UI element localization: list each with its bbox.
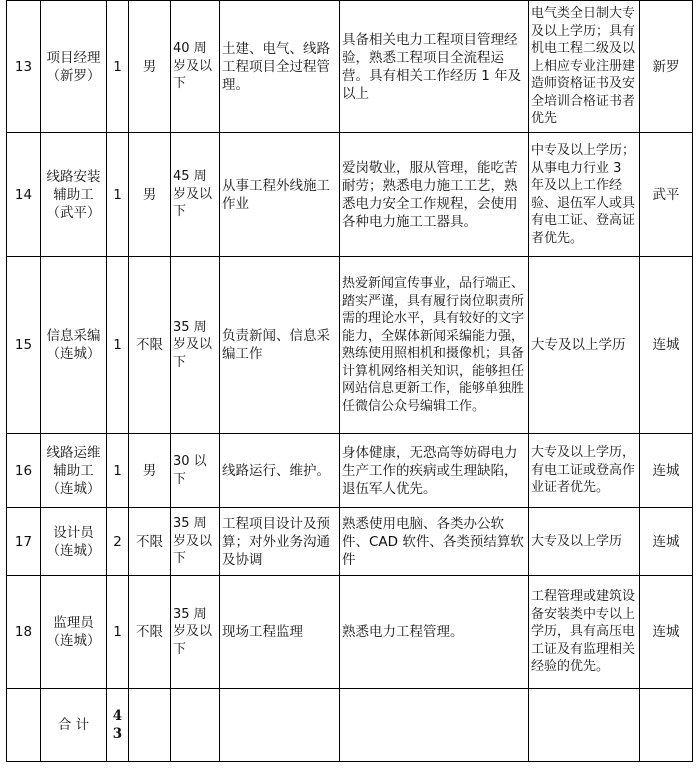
row-number: 17 [7,508,41,576]
total-empty-cell [340,689,529,762]
row-number: 16 [7,434,41,508]
job-duties: 负责新闻、信息采编工作 [220,257,340,434]
job-requirements: 身体健康，无恐高等妨碍电力生产工作的疾病或生理缺陷，退伍军人优先。 [340,434,529,508]
total-row [7,689,693,762]
position-name: 监理员（连城） [41,576,107,689]
job-requirements: 具备相关电力工程项目管理经验，熟悉工程项目全流程运营。具有相关工作经历 1 年及以上 [340,1,529,133]
gender: 不限 [129,576,171,689]
qualifications: 工程管理或建筑设备安装类中专以上学历，具有高压电工证及有监理相关经验的优先。 [529,576,640,689]
total-empty-cell [129,689,171,762]
age-limit: 40 周岁及以下 [171,1,220,133]
total-count: 43 [107,689,129,762]
headcount: 1 [107,434,129,508]
work-location: 连城 [640,508,693,576]
work-location: 连城 [640,576,693,689]
qualifications: 大专及以上学历 [529,257,640,434]
job-duties: 土建、电气、线路工程项目全过程管理。 [220,1,340,133]
row-number: 14 [7,133,41,257]
table-row [7,434,693,508]
gender: 不限 [129,508,171,576]
qualifications: 中专及以上学历；从事电力行业 3 年及以上工作经验、退伍军人或具有电工证、登高证者优先。 [529,133,640,257]
age-limit: 45 周岁及以下 [171,133,220,257]
gender: 不限 [129,257,171,434]
work-location: 连城 [640,257,693,434]
job-requirements: 热爱新闻宣传事业，品行端正、踏实严谨，具有履行岗位职责所需的理论水平，具有较好的文字能力，全媒体新闻采编能力强，熟练使用照相机和摄像机；具备计算机网络相关知识，能够担任网站信息更新工作，能够单独胜任微信公众号编辑工作。 [340,257,529,434]
row-number: 18 [7,576,41,689]
job-requirements: 爱岗敬业，服从管理，能吃苦耐劳；熟悉电力施工工艺，熟悉电力安全工作规程，会使用各种电力施工工器具。 [340,133,529,257]
total-empty-cell [220,689,340,762]
total-empty-cell [7,689,41,762]
headcount: 1 [107,1,129,133]
total-empty-cell [640,689,693,762]
headcount: 2 [107,508,129,576]
table-row [7,576,693,689]
age-limit: 35 周岁及以下 [171,508,220,576]
position-name: 项目经理（新罗） [41,1,107,133]
table-row [7,133,693,257]
job-duties: 线路运行、维护。 [220,434,340,508]
qualifications: 大专及以上学历，有电工证或登高作业证者优先。 [529,434,640,508]
job-requirements: 熟悉电力工程管理。 [340,576,529,689]
age-limit: 30 以下 [171,434,220,508]
work-location: 连城 [640,434,693,508]
qualifications: 电气类全日制大专及以上学历；具有机电工程二级及以上相应专业注册建造师资格证书及安全培训合格证书者优先 [529,1,640,133]
position-name: 线路运维辅助工（连城） [41,434,107,508]
age-limit: 35 周岁及以下 [171,257,220,434]
position-name: 设计员（连城） [41,508,107,576]
headcount: 1 [107,576,129,689]
recruitment-table [6,0,693,762]
headcount: 1 [107,133,129,257]
job-requirements: 熟悉使用电脑、各类办公软件、CAD 软件、各类预结算软件 [340,508,529,576]
work-location: 武平 [640,133,693,257]
table-row [7,1,693,133]
gender: 男 [129,434,171,508]
row-number: 15 [7,257,41,434]
position-name: 线路安装辅助工（武平） [41,133,107,257]
total-empty-cell [171,689,220,762]
position-name: 信息采编（连城） [41,257,107,434]
gender: 男 [129,133,171,257]
total-empty-cell [529,689,640,762]
total-label: 合 计 [41,689,107,762]
gender: 男 [129,1,171,133]
qualifications: 大专及以上学历 [529,508,640,576]
age-limit: 35 周岁及以下 [171,576,220,689]
table-row [7,508,693,576]
row-number: 13 [7,1,41,133]
table-row [7,257,693,434]
job-duties: 从事工程外线施工作业 [220,133,340,257]
headcount: 1 [107,257,129,434]
job-duties: 现场工程监理 [220,576,340,689]
job-duties: 工程项目设计及预算；对外业务沟通及协调 [220,508,340,576]
work-location: 新罗 [640,1,693,133]
